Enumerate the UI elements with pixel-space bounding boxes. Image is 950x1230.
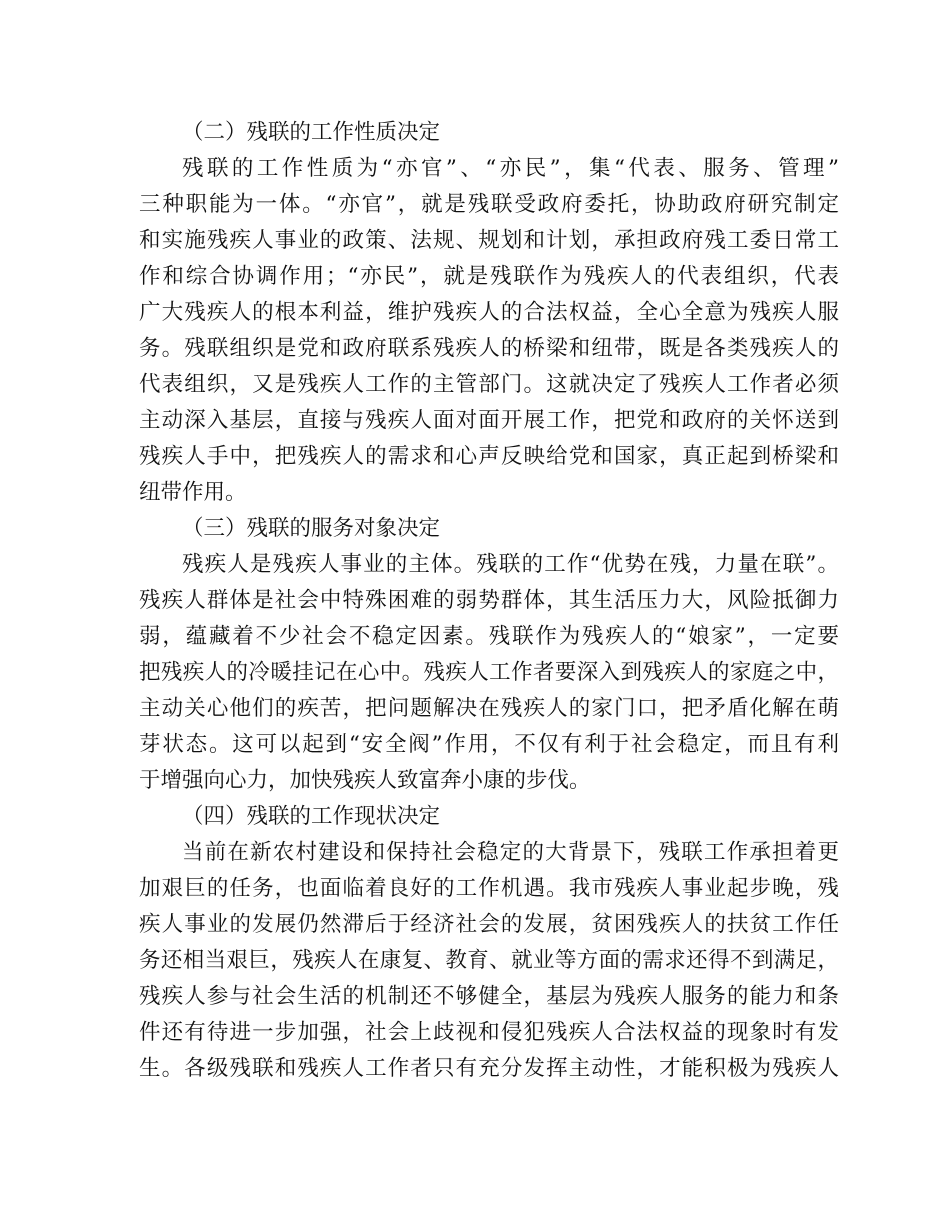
paragraph-line: 残疾人群体是社会中特殊困难的弱势群体，其生活压力大，风险抵御力	[139, 588, 839, 613]
paragraph-line: 生。各级残联和残疾人工作者只有充分发挥主动性，才能积极为残疾人	[139, 1056, 839, 1081]
paragraph-line: 加艰巨的任务，也面临着良好的工作机遇。我市残疾人事业起步晚，残	[139, 876, 839, 901]
paragraph-line: 残疾人手中，把残疾人的需求和心声反映给党和国家，真正起到桥梁和	[139, 444, 839, 469]
paragraph-line: 当前在新农村建设和保持社会稳定的大背景下，残联工作承担着更	[182, 840, 839, 865]
paragraph-line: 广大残疾人的根本利益，维护残疾人的合法权益，全心全意为残疾人服	[139, 300, 839, 325]
paragraph-line: 芽状态。这可以起到“安全阀”作用，不仅有利于社会稳定，而且有利	[139, 732, 839, 757]
paragraph-line: 务还相当艰巨，残疾人在康复、教育、就业等方面的需求还得不到满足，	[139, 948, 839, 973]
paragraph-line: 主动关心他们的疾苦，把问题解决在残疾人的家门口，把矛盾化解在萌	[139, 696, 839, 721]
paragraph-line: 把残疾人的冷暖挂记在心中。残疾人工作者要深入到残疾人的家庭之中，	[139, 660, 839, 685]
paragraph-line: 弱，蕴藏着不少社会不稳定因素。残联作为残疾人的“娘家”，一定要	[139, 624, 839, 649]
paragraph-line: 和实施残疾人事业的政策、法规、规划和计划，承担政府残工委日常工	[139, 228, 839, 253]
paragraph-line: 残疾人参与社会生活的机制还不够健全，基层为残疾人服务的能力和条	[139, 984, 839, 1009]
paragraph-line: 务。残联组织是党和政府联系残疾人的桥梁和纽带，既是各类残疾人的	[139, 336, 839, 361]
paragraph-line: 三种职能为一体。“亦官”，就是残联受政府委托，协助政府研究制定	[139, 192, 839, 217]
section-heading-4: （四）残联的工作现状决定	[182, 804, 441, 829]
section-heading-2: （二）残联的工作性质决定	[182, 120, 441, 145]
paragraph-line: 疾人事业的发展仍然滞后于经济社会的发展，贫困残疾人的扶贫工作任	[139, 912, 839, 937]
section-heading-3: （三）残联的服务对象决定	[182, 516, 441, 541]
paragraph-line: 残疾人是残疾人事业的主体。残联的工作“优势在残，力量在联”。	[182, 552, 839, 577]
paragraph-line: 件还有待进一步加强，社会上歧视和侵犯残疾人合法权益的现象时有发	[139, 1020, 839, 1045]
paragraph-line: 代表组织，又是残疾人工作的主管部门。这就决定了残疾人工作者必须	[139, 372, 839, 397]
paragraph-line: 作和综合协调作用；“亦民”，就是残联作为残疾人的代表组织，代表	[139, 264, 839, 289]
paragraph-line: 纽带作用。	[139, 480, 247, 505]
paragraph-line: 残联的工作性质为“亦官”、“亦民”，集“代表、服务、管理”	[182, 156, 839, 181]
paragraph-line: 于增强向心力，加快残疾人致富奔小康的步伐。	[139, 768, 591, 793]
paragraph-line: 主动深入基层，直接与残疾人面对面开展工作，把党和政府的关怀送到	[139, 408, 839, 433]
